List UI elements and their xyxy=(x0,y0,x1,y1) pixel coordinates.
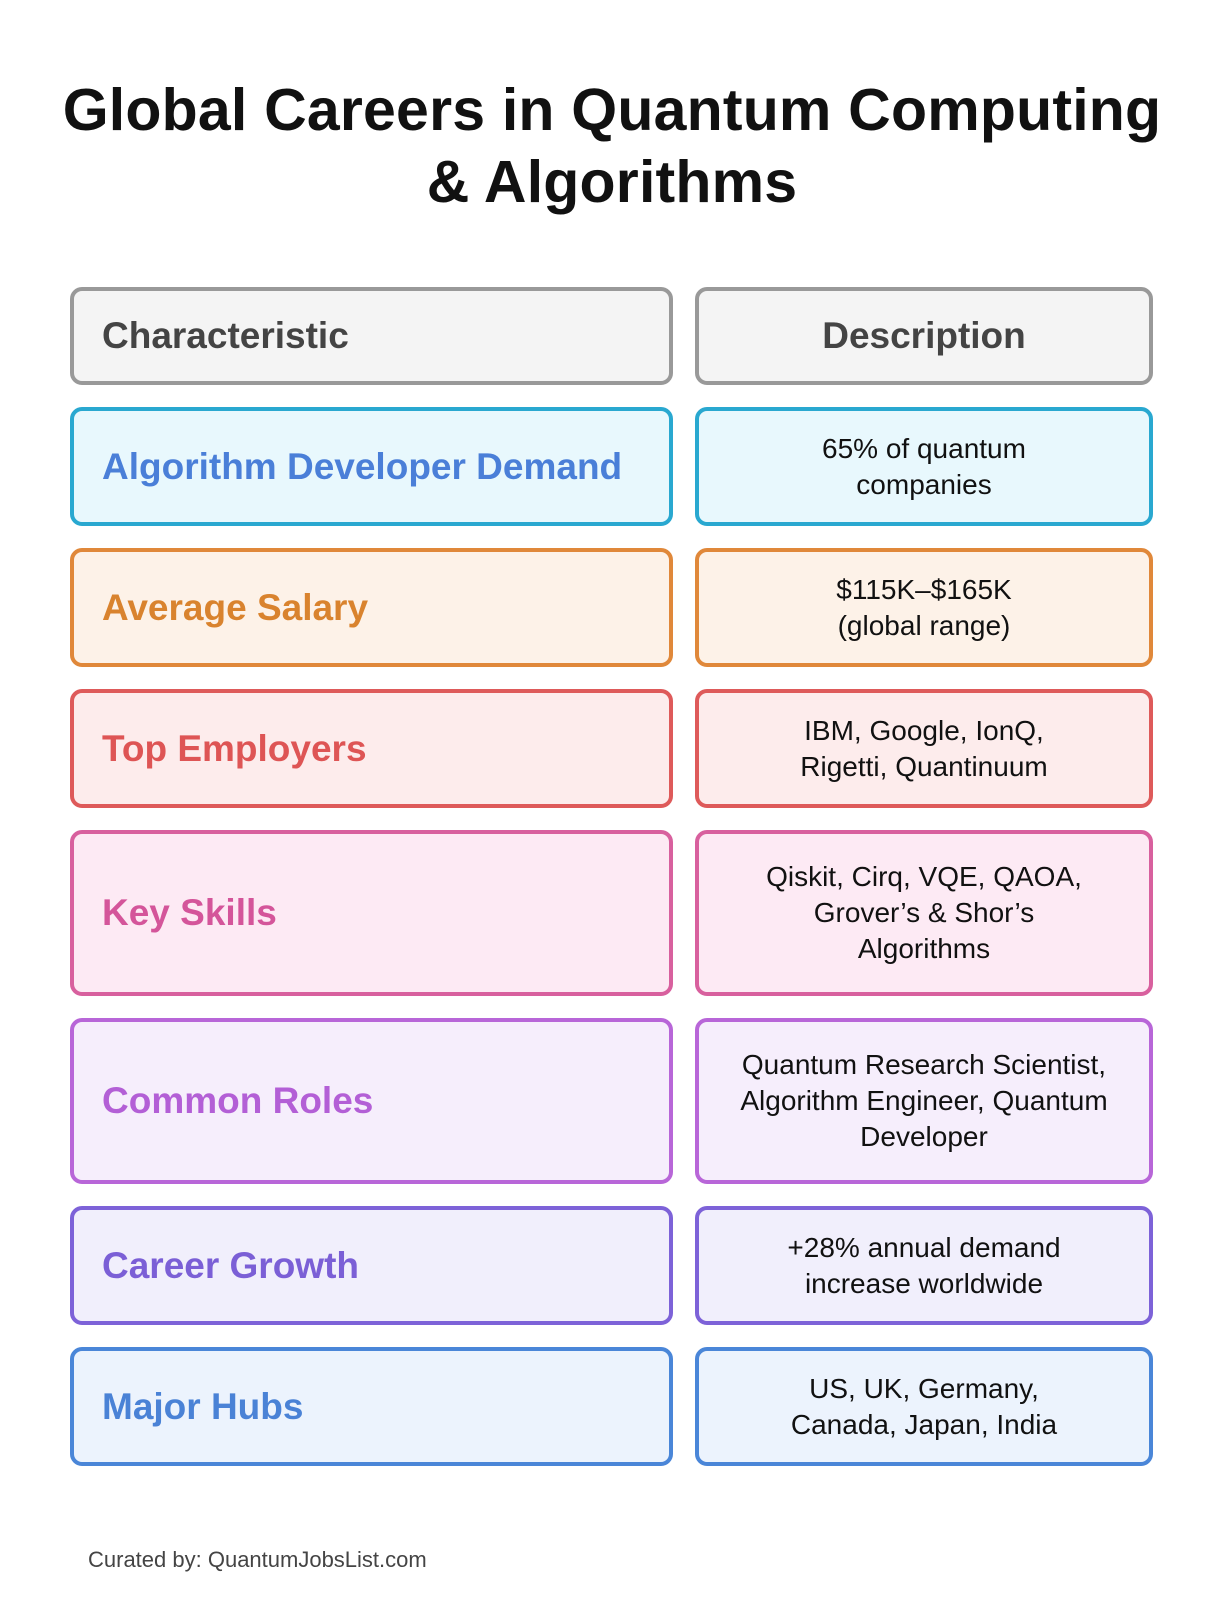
row-description-text: US, UK, Germany, Canada, Japan, India xyxy=(790,1372,1058,1440)
row-description-text: 65% of quantum companies xyxy=(822,432,1026,500)
row-characteristic: Algorithm Developer Demand xyxy=(70,407,673,526)
career-table xyxy=(70,287,1153,1488)
page-title xyxy=(0,74,1224,218)
curator-credit: Curated by: QuantumJobsList.com xyxy=(88,1547,427,1572)
row-characteristic: Major Hubs xyxy=(70,1347,673,1466)
row-description xyxy=(695,1347,1153,1466)
row-description xyxy=(695,830,1153,996)
table-row xyxy=(70,548,1153,667)
row-description xyxy=(695,407,1153,526)
page-title-line-2: & Algorithms xyxy=(426,149,798,215)
row-characteristic: Top Employers xyxy=(70,689,673,808)
header-characteristic: Characteristic xyxy=(70,287,673,385)
row-characteristic: Average Salary xyxy=(70,548,673,667)
table-header xyxy=(70,287,1153,385)
row-description-text: IBM, Google, IonQ, Rigetti, Quantinuum xyxy=(800,714,1048,782)
table-row xyxy=(70,830,1153,996)
table-row xyxy=(70,1206,1153,1325)
table-row xyxy=(70,1018,1153,1184)
row-characteristic: Common Roles xyxy=(70,1018,673,1184)
table-row xyxy=(70,689,1153,808)
row-description xyxy=(695,1018,1153,1184)
row-characteristic: Career Growth xyxy=(70,1206,673,1325)
page-title-line-1: Global Careers in Quantum Computing xyxy=(62,77,1162,143)
row-description-text: +28% annual demand increase worldwide xyxy=(787,1231,1061,1299)
row-description-text: $115K–$165K (global range) xyxy=(836,573,1012,641)
row-description-text: Qiskit, Cirq, VQE, QAOA, Grover’s & Shor’s Algorithms xyxy=(766,861,1082,964)
row-characteristic: Key Skills xyxy=(70,830,673,996)
row-description xyxy=(695,548,1153,667)
row-description xyxy=(695,689,1153,808)
table-row xyxy=(70,1347,1153,1466)
row-description xyxy=(695,1206,1153,1325)
header-description: Description xyxy=(695,287,1153,385)
row-description-text: Quantum Research Scientist, Algorithm Engineer, Quantum Developer xyxy=(740,1049,1108,1152)
table-row xyxy=(70,407,1153,526)
